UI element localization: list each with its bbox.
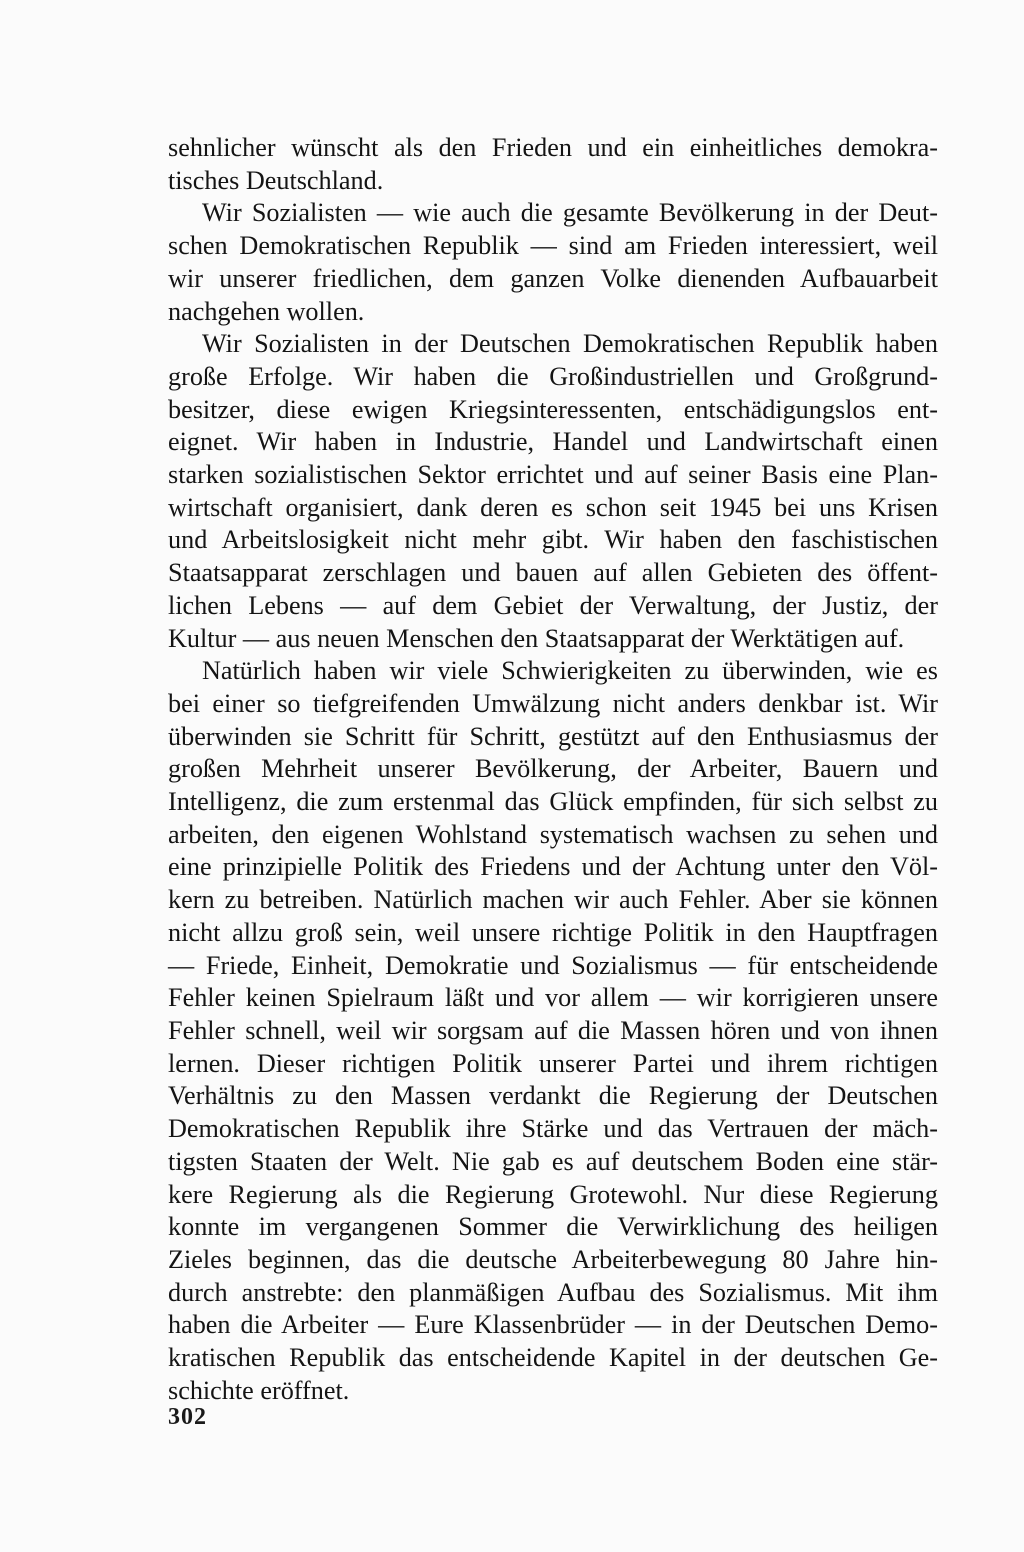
text-line: — Friede, Einheit, Demokratie und Sozialismus — für entscheidende (168, 950, 938, 980)
text-line: nachgehen wollen. (168, 296, 365, 326)
text-line: lichen Lebens — auf dem Gebiet der Verwaltung, der Justiz, der (168, 590, 938, 620)
text-line: wir unserer friedlichen, dem ganzen Volke dienenden Aufbauarbeit (168, 263, 938, 293)
paragraph-4 (168, 655, 938, 1407)
text-line: Fehler keinen Spielraum läßt und vor allem — wir korrigieren unsere (168, 983, 938, 1013)
text-line: und Arbeitslosigkeit nicht mehr gibt. Wir haben den faschistischen (168, 525, 938, 555)
text-line: arbeiten, den eigenen Wohlstand systematisch wachsen zu sehen und (168, 819, 938, 849)
text-line: eignet. Wir haben in Industrie, Handel und Landwirtschaft einen (168, 427, 938, 457)
text-line: kern zu betreiben. Natürlich machen wir auch Fehler. Aber sie können (168, 885, 938, 915)
text-line: Fehler schnell, weil wir sorgsam auf die Massen hören und von ihnen (168, 1015, 938, 1045)
text-line: sehnlicher wünscht als den Frieden und ein einheitliches demokra- (168, 133, 938, 162)
text-line: Demokratischen Republik ihre Stärke und das Vertrauen der mäch- (168, 1114, 938, 1144)
text-line: nicht allzu groß sein, weil unsere richtige Politik in den Hauptfragen (168, 917, 938, 947)
text-line: Natürlich haben wir viele Schwierigkeiten zu überwinden, wie es (202, 656, 938, 686)
text-line: besitzer, diese ewigen Kriegsinteressenten, entschädigungslos ent- (168, 394, 938, 424)
text-line: Kultur — aus neuen Menschen den Staatsapparat der Werktätigen auf. (168, 623, 905, 653)
text-line: eine prinzipielle Politik des Friedens und der Achtung unter den Völ- (168, 852, 938, 882)
text-line: tigsten Staaten der Welt. Nie gab es auf deutschem Boden eine stär- (168, 1146, 938, 1176)
text-line: durch anstrebte: den planmäßigen Aufbau des Sozialismus. Mit ihm (168, 1277, 938, 1307)
text-line: Wir Sozialisten — wie auch die gesamte Bevölkerung in der Deut- (202, 198, 938, 228)
text-line: Verhältnis zu den Massen verdankt die Regierung der Deutschen (168, 1081, 938, 1111)
text-line: kere Regierung als die Regierung Grotewohl. Nur diese Regierung (168, 1179, 938, 1209)
text-line: konnte im vergangenen Sommer die Verwirklichung des heiligen (168, 1212, 938, 1242)
text-line: wirtschaft organisiert, dank deren es schon seit 1945 bei uns Krisen (168, 492, 938, 522)
text-line: tisches Deutschland. (168, 165, 384, 195)
text-line: Intelligenz, die zum erstenmal das Glück empfinden, für sich selbst zu (168, 787, 938, 817)
text-line: haben die Arbeiter — Eure Klassenbrüder — in der Deutschen Demo- (168, 1310, 938, 1340)
paragraph-3 (168, 328, 938, 655)
text-line: überwinden sie Schritt für Schritt, gestützt auf den Enthusiasmus der (168, 721, 938, 751)
text-line: schen Demokratischen Republik — sind am Frieden interessiert, weil (168, 231, 938, 261)
text-line: starken sozialistischen Sektor errichtet und auf seiner Basis eine Plan- (168, 460, 938, 490)
body-text (168, 132, 938, 1407)
text-line: große Erfolge. Wir haben die Großindustriellen und Großgrund- (168, 361, 938, 391)
text-line: lernen. Dieser richtigen Politik unserer Partei und ihrem richtigen (168, 1048, 938, 1078)
paragraph-1 (168, 132, 938, 197)
text-line: Zieles beginnen, das die deutsche Arbeiterbewegung 80 Jahre hin- (168, 1244, 938, 1274)
text-line: großen Mehrheit unserer Bevölkerung, der Arbeiter, Bauern und (168, 754, 938, 784)
text-line: bei einer so tiefgreifenden Umwälzung nicht anders denkbar ist. Wir (168, 688, 938, 718)
text-line: Staatsapparat zerschlagen und bauen auf allen Gebieten des öffent- (168, 558, 938, 588)
text-line: schichte eröffnet. (168, 1375, 350, 1405)
text-line: Wir Sozialisten in der Deutschen Demokratischen Republik haben (202, 329, 938, 359)
text-line: kratischen Republik das entscheidende Kapitel in der deutschen Ge- (168, 1343, 938, 1373)
page-number: 302 (168, 1404, 207, 1430)
paragraph-2 (168, 197, 938, 328)
